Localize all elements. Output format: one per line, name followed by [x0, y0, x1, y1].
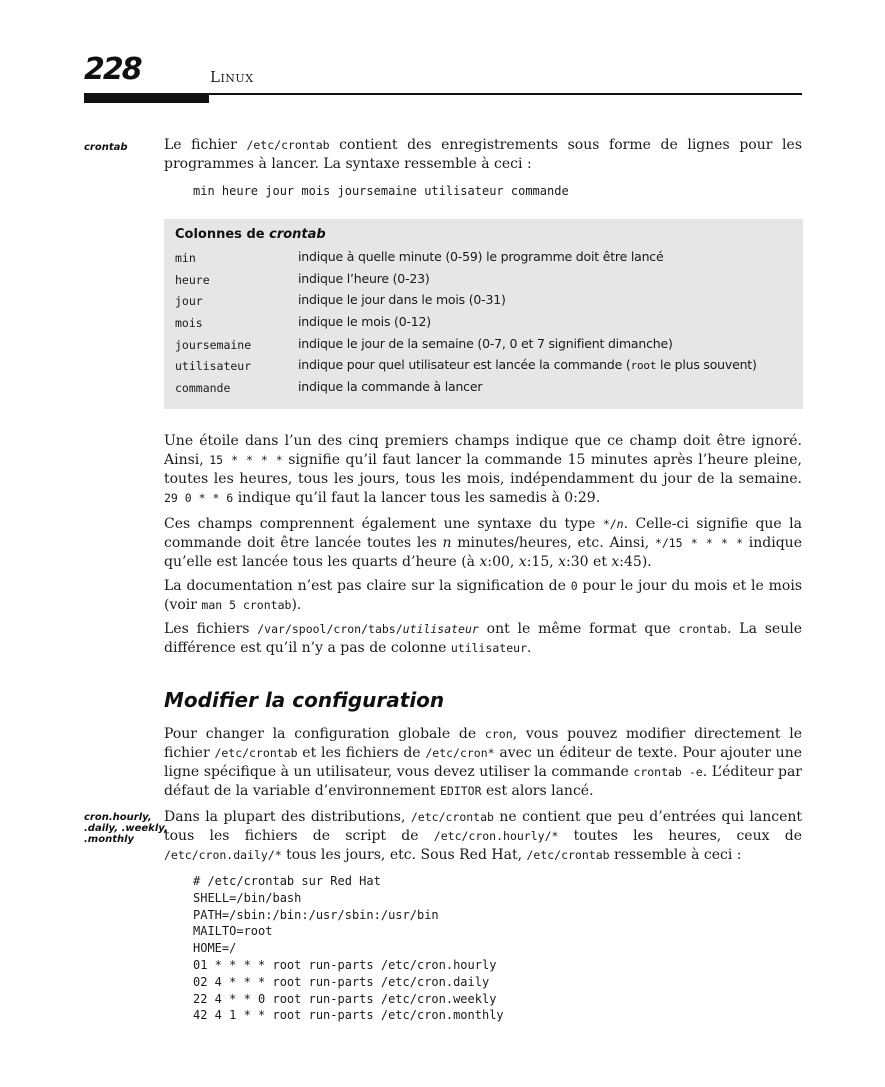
code-line: 42 4 1 * * root run-parts /etc/cron.monthly: [193, 1008, 504, 1023]
box-row-jour: [175, 292, 795, 312]
syntax-line: min heure jour mois joursemaine utilisateur commande: [193, 184, 569, 198]
box-row-min: [175, 249, 795, 269]
box-title: Colonnes de crontab: [175, 227, 326, 242]
code-line: SHELL=/bin/bash: [193, 890, 302, 905]
code-line: PATH=/sbin:/bin:/usr/sbin:/usr/bin: [193, 907, 439, 922]
code-line: 01 * * * * root run-parts /etc/cron.hourly: [193, 957, 497, 972]
field-name: mois: [175, 316, 203, 330]
code-line: 22 4 * * 0 root run-parts /etc/cron.weekly: [193, 991, 497, 1006]
field-description: indique le jour de la semaine (0-7, 0 et 7 signifient dimanche): [298, 336, 673, 351]
code-line: # /etc/crontab sur Red Hat: [193, 874, 381, 888]
redhat-crontab-code-block: [193, 873, 504, 1024]
field-name: heure: [175, 273, 210, 287]
field-name: min: [175, 251, 196, 265]
spool-paragraph: Les fichiers /var/spool/cron/tabs/utilisateur ont le même format que crontab. La seule différence est qu’il n’y a pas de colonne utilisateur.: [164, 621, 802, 656]
crontab-columns-box: [164, 219, 803, 409]
field-name: utilisateur: [175, 359, 252, 373]
field-description: indique la commande à lancer: [298, 379, 483, 394]
page-number: 228: [84, 52, 141, 87]
field-description: indique à quelle minute (0-59) le programme doit être lancé: [298, 249, 664, 264]
field-description: indique le jour dans le mois (0-31): [298, 292, 506, 307]
margin-note-crontab: crontab: [84, 142, 128, 153]
intro-paragraph: Le fichier /etc/crontab contient des enregistrements sous forme de lignes pour les programmes à lancer. La syntaxe ressemble à ceci :: [164, 137, 802, 172]
box-row-joursemaine: [175, 336, 795, 356]
distributions-paragraph: Dans la plupart des distributions, /etc/crontab ne contient que peu d’entrées qui lancent tous les fichiers de script de /etc/cron.hourly/* toutes les heures, ceux de /etc/cron.daily/* tous les jours, etc. Sous Red Hat, /etc/crontab ressemble à ceci :: [164, 809, 803, 863]
box-row-utilisateur: [175, 357, 795, 377]
box-row-mois: [175, 314, 795, 334]
field-name: commande: [175, 381, 231, 395]
field-name: jour: [175, 294, 203, 308]
documentation-paragraph: La documentation n’est pas claire sur la signification de 0 pour le jour du mois et le mois (voir man 5 crontab).: [164, 578, 803, 613]
box-row-commande: [175, 379, 795, 399]
field-description: indique pour quel utilisateur est lancée la commande (root le plus souvent): [298, 357, 757, 372]
field-name: joursemaine: [175, 338, 252, 352]
header-tab-bar: [84, 95, 209, 103]
box-row-heure: [175, 271, 795, 291]
asterisk-paragraph: Une étoile dans l’un des cinq premiers champs indique que ce champ doit être ignoré. Ainsi, 15 * * * * signifie qu’il faut lancer la commande 15 minutes après l’heure pleine, toutes les heures, tous les jours, tous les mois, indépendamment du jour de la semaine. 29 0 * * 6 indique qu’il faut la lancer tous les samedis à 0:29.: [164, 433, 802, 506]
field-description: indique le mois (0-12): [298, 314, 431, 329]
field-description: indique l’heure (0-23): [298, 271, 430, 286]
section-heading: Modifier la configuration: [164, 688, 445, 712]
code-line: MAILTO=root: [193, 924, 273, 939]
step-syntax-paragraph: Ces champs comprennent également une syntaxe du type */n. Celle-ci signifie que la commande doit être lancée toutes les n minutes/heures, etc. Ainsi, */15 * * * * indique qu’elle est lancée tous les quarts d’heure (à x:00, x:15, x:30 et x:45).: [164, 516, 802, 570]
code-line: 02 4 * * * root run-parts /etc/cron.daily: [193, 974, 490, 989]
code-line: HOME=/: [193, 941, 237, 956]
running-title: Linux: [210, 68, 254, 86]
margin-note-cron-hourly: cron.hourly, .daily, .weekly, .monthly: [84, 812, 168, 845]
config-paragraph: Pour changer la configuration globale de cron, vous pouvez modifier directement le fichier /etc/crontab et les fichiers de /etc/cron* avec un éditeur de texte. Pour ajouter une ligne spécifique à un utilisateur, vous devez utiliser la commande crontab -e. L’éditeur par défaut de la variable d’environnement EDITOR est alors lancé.: [164, 726, 802, 799]
